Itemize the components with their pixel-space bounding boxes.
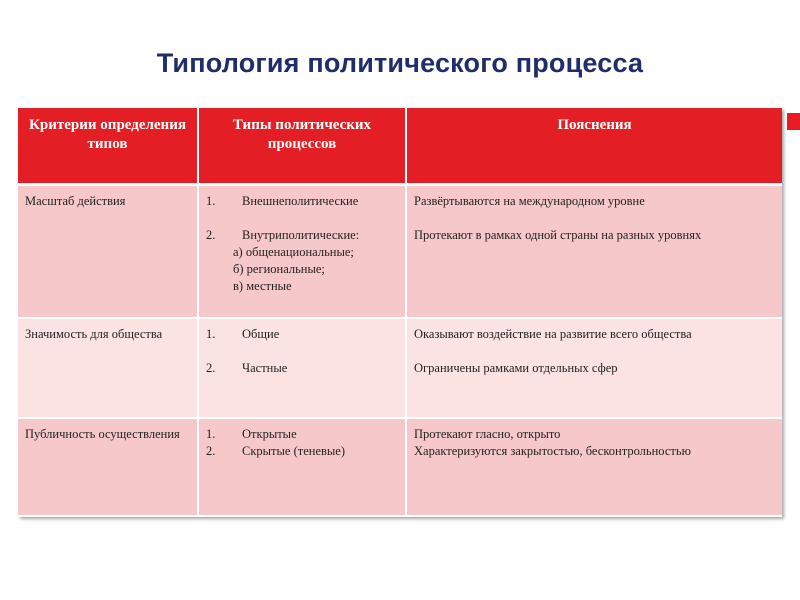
list-item: 1. Открытые xyxy=(206,426,297,441)
list-item: 2. Частные xyxy=(206,360,288,375)
typology-table xyxy=(18,108,782,517)
list-item: 1. Общие xyxy=(206,326,280,341)
subtype-item: в) местные xyxy=(233,278,292,293)
table-row xyxy=(18,418,782,516)
subtype-item: а) общенациональные; xyxy=(233,244,354,259)
header-types: Типы политических процессов xyxy=(198,108,406,184)
table-row xyxy=(18,184,782,318)
criterion-cell: Масштаб действия xyxy=(18,184,198,318)
explanation-line: Протекают в рамках одной страны на разных уровнях xyxy=(414,227,702,242)
explanation-line: Протекают гласно, открыто xyxy=(414,426,561,441)
explanation-cell xyxy=(406,418,782,516)
list-item: 1. Внешнеполитические xyxy=(206,193,359,208)
slide-title: Типология политического процесса xyxy=(156,48,644,78)
list-item: 2. Внутриполитические: xyxy=(206,227,360,242)
list-item: 2. Скрытые (теневые) xyxy=(206,443,346,458)
table-row xyxy=(18,318,782,418)
header-row xyxy=(18,108,782,184)
header-explanations: Пояснения xyxy=(406,108,782,184)
explanation-line: Развёртываются на международном уровне xyxy=(414,193,645,208)
header-criteria: Критерии определения типов xyxy=(18,108,198,184)
types-cell xyxy=(198,184,406,318)
criterion-cell: Значимость для общества xyxy=(18,318,198,418)
explanation-line: Оказывают воздействие на развитие всего общества xyxy=(414,326,692,341)
explanation-line: Характеризуются закрытостью, бесконтрольностью xyxy=(414,443,691,458)
types-cell xyxy=(198,418,406,516)
accent-marker xyxy=(787,113,800,130)
subtype-item: б) региональные; xyxy=(233,261,325,276)
explanation-cell xyxy=(406,184,782,318)
explanation-cell xyxy=(406,318,782,418)
types-cell xyxy=(198,318,406,418)
criterion-cell: Публичность осуществления xyxy=(18,418,198,516)
explanation-line: Ограничены рамками отдельных сфер xyxy=(414,360,618,375)
